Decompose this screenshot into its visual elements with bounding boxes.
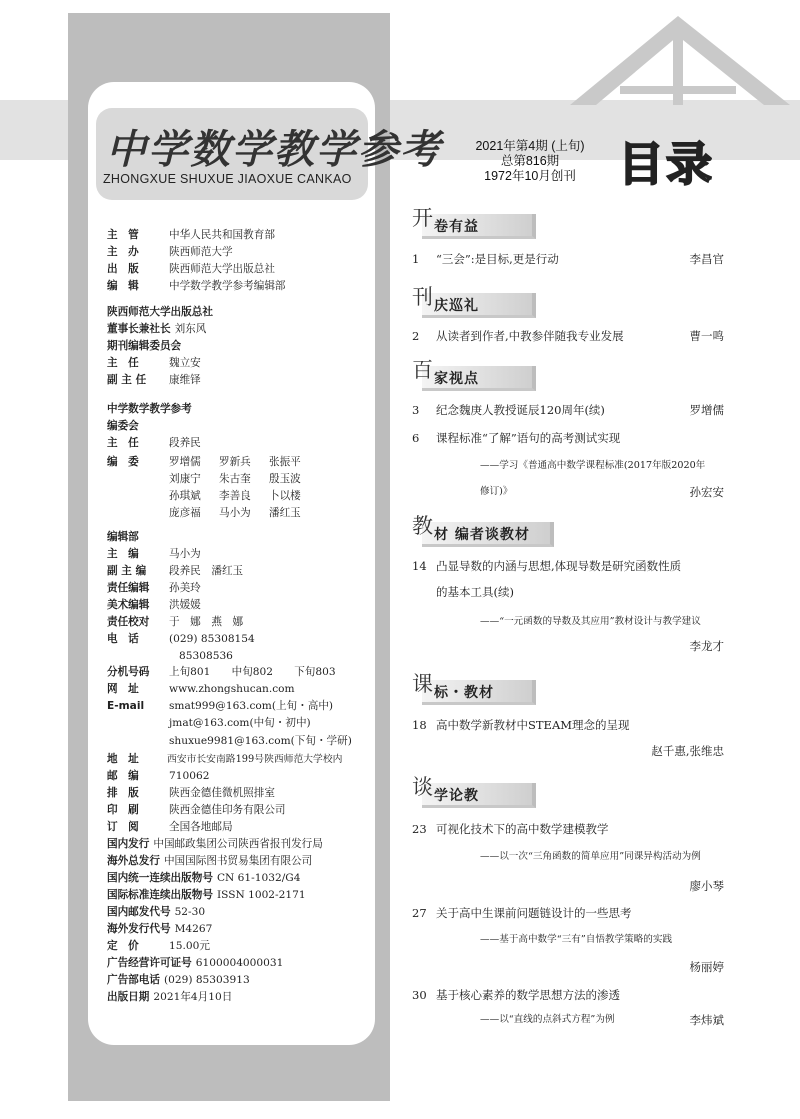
- section-tab: 百 家视点: [412, 360, 542, 388]
- toc-author: 杨丽婷: [689, 960, 724, 974]
- committee-heading: 期刊编辑委员会: [107, 340, 182, 352]
- toc-entry[interactable]: 18 高中数学新教材中STEAM理念的呈现: [412, 718, 630, 732]
- publication-date: 出版日期 2021年4月10日: [107, 991, 233, 1003]
- subscription: 订 阅 全国各地邮局: [107, 821, 233, 833]
- toc-subtitle: ——学习《普通高中数学课程标准(2017年版2020年: [480, 460, 706, 471]
- phone: 电 话 (029) 85308154: [107, 633, 255, 645]
- toc-subtitle: ——以“直线的点斜式方程”为例 李炜斌: [480, 1013, 724, 1027]
- toc-author: 李龙才: [689, 639, 724, 653]
- founding-date: 1972年10月创刊: [484, 169, 576, 183]
- committee-deputy: 副 主 任 康维铎: [107, 374, 201, 386]
- toc-entry[interactable]: 3 纪念魏庚人教授诞辰120周年(续) 罗增儒: [412, 403, 724, 417]
- board-members-row: 庞彦福 马小为 潘红玉: [169, 507, 301, 519]
- deputy-editors: 副 主 编 段养民 潘红玉: [107, 565, 244, 577]
- issue-number: 2021年第4期 (上旬): [475, 139, 585, 153]
- address: 地 址 西安市长安南路199号陕西师范大学校内: [107, 753, 343, 765]
- board-members-row: 孙琪斌 李善良 卜以楼: [169, 490, 301, 502]
- website: 网 址 www.zhongshucan.com: [107, 683, 295, 695]
- toc-author: 赵千惠,张维忠: [651, 744, 724, 758]
- toc-subtitle: ——以一次“三角函数的简单应用”同课异构活动为例: [480, 851, 701, 862]
- section-tab: 开 卷有益: [412, 208, 542, 236]
- staff-supervisor: 主 管 中华人民共和国教育部: [107, 229, 275, 241]
- email-3: shuxue9981@163.com(下旬・学研): [169, 735, 352, 747]
- toc-author: 廖小琴: [689, 879, 724, 893]
- journal-name: 中学数学教学参考: [107, 403, 192, 415]
- section-tab: 课 标・教材: [412, 674, 542, 702]
- overseas-distribution: 海外总发行 中国国际图书贸易集团有限公司: [107, 855, 313, 867]
- roof-decoration: [560, 10, 800, 105]
- domestic-distribution: 国内发行 中国邮政集团公司陕西省报刊发行局: [107, 838, 323, 850]
- issue-info: [455, 139, 605, 184]
- section-tab: 刊 庆巡礼: [412, 287, 542, 315]
- postcode: 邮 编 710062: [107, 770, 210, 782]
- proofreader: 责任校对 于 娜 燕 娜: [107, 616, 244, 628]
- price: 定 价 15.00元: [107, 940, 210, 952]
- cn-number: 国内统一连续出版物号 CN 61-1032/G4: [107, 872, 301, 884]
- issue-codes: 分机号码 上旬801 中旬802 下旬803: [107, 666, 336, 678]
- issn: 国际标准连续出版物号 ISSN 1002-2171: [107, 889, 306, 901]
- ad-license: 广告经营许可证号 6100004000031: [107, 957, 284, 969]
- chief-editor: 主 编 马小为: [107, 548, 201, 560]
- toc-subtitle: ——“一元函数的导数及其应用”教材设计与教学建议: [480, 616, 701, 627]
- email-2: jmat@163.com(中旬・初中): [169, 717, 311, 729]
- toc-entry[interactable]: 23 可视化技术下的高中数学建模教学: [412, 822, 609, 836]
- toc-entry[interactable]: 2 从读者到作者,中教参伴随我专业发展 曹一鸣: [412, 329, 724, 343]
- toc-entry[interactable]: 14 凸显导数的内涵与思想,体现导数是研究函数性质 的基本工具(续): [412, 559, 682, 599]
- typesetting: 排 版 陕西金德佳微机照排室: [107, 787, 275, 799]
- board-heading: 编委会: [107, 420, 139, 432]
- masthead-logo: 中学数学教学参考: [106, 126, 442, 173]
- toc-entry[interactable]: 30 基于核心素养的数学思想方法的渗透: [412, 988, 620, 1002]
- section-tab: 教 材 编者谈教材: [412, 516, 562, 544]
- board-director: 主 任 段养民: [107, 437, 201, 449]
- art-editor: 美术编辑 洪媛媛: [107, 599, 201, 611]
- staff-sponsor: 主 办 陕西师范大学: [107, 246, 233, 258]
- staff-chairman: 董事长兼社长 刘东风: [107, 323, 207, 335]
- ad-phone: 广告部电话 (029) 85303913: [107, 974, 250, 986]
- committee-director: 主 任 魏立安: [107, 357, 201, 369]
- responsible-editor: 责任编辑 孙美玲: [107, 582, 201, 594]
- email-1: E-mail smat999@163.com(上旬・高中): [107, 700, 334, 712]
- press-name: 陕西师范大学出版总社: [107, 306, 213, 318]
- toc-entry[interactable]: 27 关于高中生课前问题链设计的一些思考: [412, 906, 632, 920]
- toc-subtitle: 修订)》 孙宏安: [480, 485, 724, 499]
- dept-heading: 编辑部: [107, 531, 139, 543]
- toc-entry[interactable]: 6 课程标准“了解”语句的高考测试实现: [412, 431, 621, 445]
- printing: 印 刷 陕西金德佳印务有限公司: [107, 804, 286, 816]
- masthead-pinyin: ZHONGXUE SHUXUE JIAOXUE CANKAO: [103, 172, 352, 186]
- contents-title: 目录: [618, 137, 714, 191]
- domestic-postal-code: 国内邮发代号 52-30: [107, 906, 206, 918]
- toc-subtitle: ——基于高中数学“三有”自悟教学策略的实践: [480, 934, 673, 945]
- board-members-row: 刘康宁 朱古奎 殷玉波: [169, 473, 301, 485]
- staff-editor-org: 编 辑 中学数学教学参考编辑部: [107, 280, 286, 292]
- phone-2: 85308536: [179, 650, 233, 662]
- board-members-row: 编 委 罗增儒 罗新兵 张振平: [107, 456, 301, 468]
- section-tab: 谈 学论教: [412, 777, 542, 805]
- toc-entry[interactable]: 1 “三会”:是目标,更是行动 李昌官: [412, 252, 724, 266]
- staff-publisher: 出 版 陕西师范大学出版总社: [107, 263, 275, 275]
- total-issue: 总第816期: [500, 154, 560, 168]
- overseas-code: 海外发行代号 M4267: [107, 923, 213, 935]
